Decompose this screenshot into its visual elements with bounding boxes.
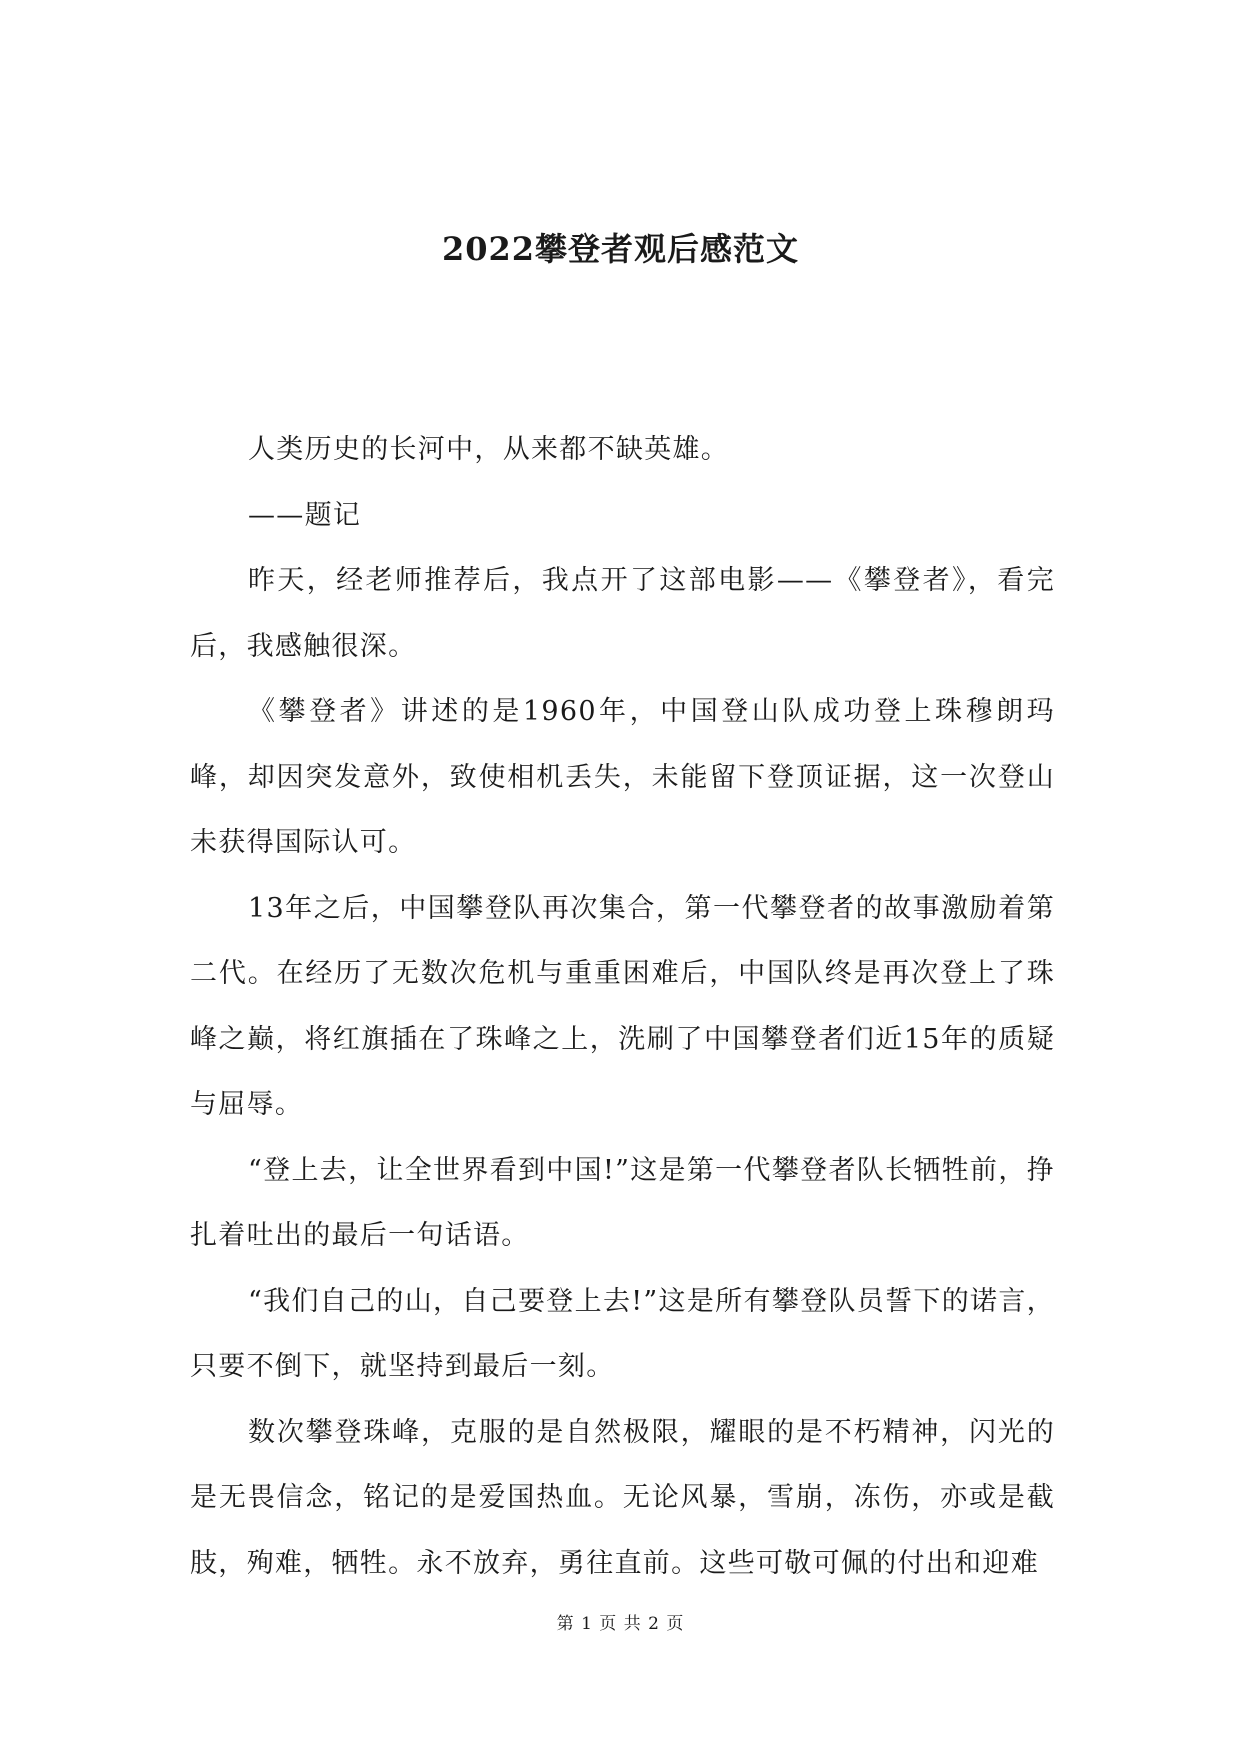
document-body xyxy=(190,417,1055,1596)
paragraph: 数次攀登珠峰，克服的是自然极限，耀眼的是不朽精神，闪光的是无畏信念，铭记的是爱国热血。无论风暴，雪崩，冻伤，亦或是截肢，殉难，牺牲。永不放弃，勇往直前。这些可敬可佩的付出和迎难 xyxy=(190,1416,1055,1579)
footer-suffix: 页 xyxy=(659,1614,685,1634)
paragraph: 《攀登者》讲述的是1960年，中国登山队成功登上珠穆朗玛峰，却因突发意外，致使相机丢失，未能留下登顶证据，这一次登山未获得国际认可。 xyxy=(190,696,1055,858)
footer-middle: 页 共 xyxy=(592,1614,649,1634)
footer-current-page: 1 xyxy=(581,1614,593,1634)
page-footer xyxy=(0,1609,1241,1634)
paragraph: “登上去，让全世界看到中国!”这是第一代攀登者队长牺牲前，挣扎着吐出的最后一句话语。 xyxy=(190,1154,1055,1251)
paragraph-epigraph-attribution: ——题记 xyxy=(248,499,362,531)
footer-total-pages: 2 xyxy=(648,1614,660,1634)
paragraph: 昨天，经老师推荐后，我点开了这部电影——《攀登者》，看完后，我感触很深。 xyxy=(190,565,1055,662)
paragraph: 13年之后，中国攀登队再次集合，第一代攀登者的故事激励着第二代。在经历了无数次危机与重重困难后，中国队终是再次登上了珠峰之巅，将红旗插在了珠峰之上，洗刷了中国攀登者们近15年的质疑与屈辱。 xyxy=(190,892,1055,1120)
paragraph-epigraph: 人类历史的长河中，从来都不缺英雄。 xyxy=(248,434,730,465)
document-title: 2022攀登者观后感范文 xyxy=(441,230,800,268)
paragraph: “我们自己的山，自己要登上去!”这是所有攀登队员誓下的诺言，只要不倒下，就坚持到最后一刻。 xyxy=(190,1285,1055,1382)
footer-prefix: 第 xyxy=(556,1614,582,1634)
